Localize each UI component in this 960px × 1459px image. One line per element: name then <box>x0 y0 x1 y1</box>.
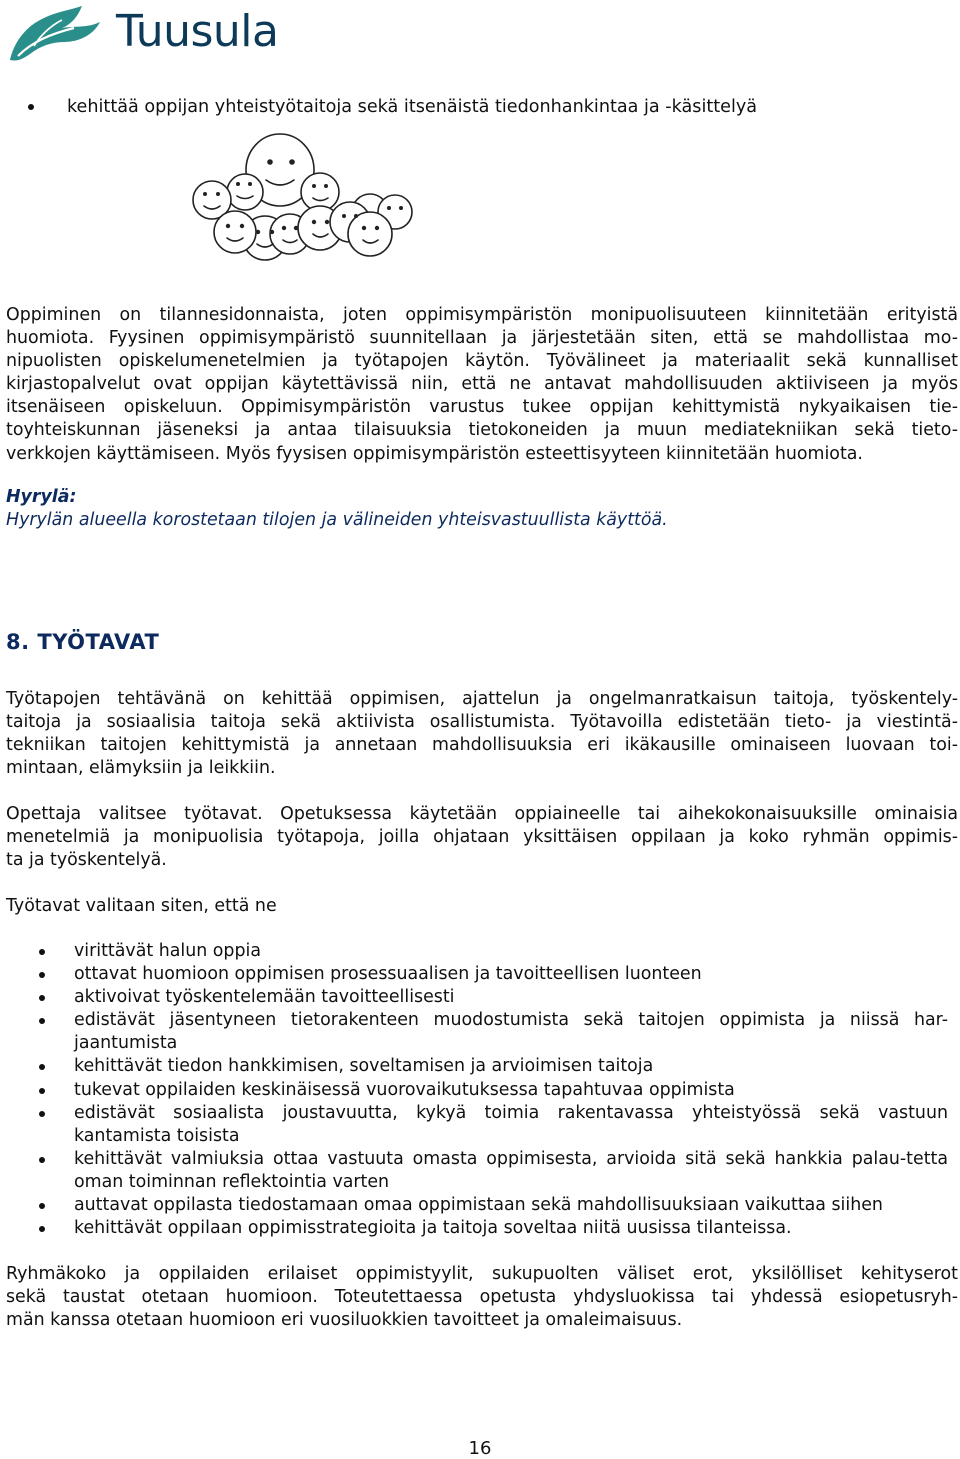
text-line: sekä taustat otetaan huomioon. Toteutettaessa opetusta yhdysluokissa tai yhdessä esiopetusryh- <box>6 1287 958 1308</box>
text-line: män kanssa otetaan huomioon eri vuosiluokkien tavoitteet ja omaleimaisuus. <box>6 1310 683 1331</box>
list-item <box>0 940 960 963</box>
paragraph-work-methods-purpose <box>6 688 958 780</box>
list-item <box>0 986 960 1009</box>
text-line: taitoja ja sosiaalisia taitoja sekä aktiivista osallistumista. Työtavoilla edistetään tieto- ja viestintä- <box>6 712 958 733</box>
text-line: mintaan, elämyksiin ja leikkiin. <box>6 758 276 779</box>
paragraph-group-size <box>6 1263 958 1332</box>
list-item-text: auttavat oppilasta tiedostamaan omaa oppimistaan sekä mahdollisuuksiaan vaikuttaa siihen <box>74 1195 883 1216</box>
list-item-text: ottavat huomioon oppimisen prosessuaalisen ja tavoitteellisen luonteen <box>74 964 702 985</box>
list-item <box>0 1079 960 1102</box>
work-methods-list <box>0 940 960 1240</box>
text-line: Opettaja valitsee työtavat. Opetuksessa käytetään oppiaineelle tai aihekokonaisuuksille ominaisia <box>6 804 958 824</box>
list-item <box>0 1217 960 1240</box>
list-item <box>0 1009 960 1055</box>
list-item <box>0 1055 960 1078</box>
text-line: toyhteiskunnan jäseneksi ja antaa tilaisuuksia tietokoneiden ja muun mediatekniikan sekä tieto- <box>6 420 958 441</box>
text-line: verkkojen käyttämiseen. Myös fyysisen oppimisympäristön esteettisyyteen kiinnitetään huomiota. <box>6 443 863 464</box>
text-line: itsenäiseen opiskeluun. Oppimisympäristön varustus tukee oppijan kehittymistä nykyaikaisen tie- <box>6 397 958 418</box>
text-line: tekniikan taitojen kehittymistä ja annetaan mahdollisuuksia eri ikäkausille ominaiseen luovaan toi- <box>6 735 958 756</box>
page-number: 16 <box>468 1438 492 1459</box>
text-line: kirjastopalvelut ovat oppijan käytettävissä niin, että ne antavat mahdollisuuden aktiiviseen ja myös <box>6 374 958 395</box>
section-heading: 8. TYÖTAVAT <box>6 630 160 654</box>
list-item-text: tukevat oppilaiden keskinäisessä vuorovaikutuksessa tapahtuvaa oppimista <box>74 1079 735 1100</box>
list-item-text: virittävät halun oppia <box>74 941 261 961</box>
list-item <box>0 1148 960 1194</box>
list-item-text: edistävät sosiaalista joustavuutta, kykyä toimia rakentavassa yhteistyössä sekä vastuun kantamista toisista <box>74 1102 948 1146</box>
text-line: Työtapojen tehtävänä on kehittää oppimisen, ajattelun ja ongelmanratkaisun taitoja, työskentely- <box>6 689 958 709</box>
paragraph-learning-environment <box>6 304 958 466</box>
hyryla-heading: Hyrylä: <box>6 487 77 507</box>
list-item <box>0 1194 960 1217</box>
list-item-text: kehittävät oppilaan oppimisstrategioita ja taitoja soveltaa niitä uusissa tilanteissa. <box>74 1218 792 1239</box>
list-item-text: kehittävät valmiuksia ottaa vastuuta omasta oppimisesta, arvioida sitä sekä hankkia palau-tetta oman toiminnan reflektointia varten <box>74 1148 948 1192</box>
text-line: nipuolisten opiskelumenetelmien ja työtapojen käytön. Työvälineet ja materiaalit sekä kunnalliset <box>6 351 958 372</box>
text-line: Oppiminen on tilannesidonnaista, joten oppimisympäristön monipuolisuuteen kiinnitetään erityistä <box>6 305 958 325</box>
leaf-logo-icon <box>4 2 116 64</box>
tuusula-logo <box>4 2 294 64</box>
list-item-text: edistävät jäsentyneen tietorakenteen muodostumista sekä taitojen oppimista ja niissä har-jaantumista <box>74 1010 948 1054</box>
list-item-text: kehittävät tiedon hankkimisen, soveltamisen ja arvioimisen taitoja <box>74 1056 654 1077</box>
intro-bullet-text: kehittää oppijan yhteistyötaitoja sekä itsenäistä tiedonhankintaa ja -käsittelyä <box>67 97 758 117</box>
text-line: ta ja työskentelyä. <box>6 850 167 871</box>
logo-text: Tuusula <box>116 6 279 57</box>
smiley-faces-illustration <box>190 128 420 268</box>
text-line: menetelmiä ja monipuolisia työtapoja, joilla ohjataan yksittäisen oppilaan ja koko ryhmän oppimis- <box>6 827 958 848</box>
list-item <box>0 1102 960 1148</box>
list-item <box>0 963 960 986</box>
list-item-text: aktivoivat työskentelemään tavoitteellisesti <box>74 987 455 1008</box>
bullet-dot-icon <box>28 104 34 110</box>
text-line: Ryhmäkoko ja oppilaiden erilaiset oppimistyylit, sukupuolten väliset erot, yksilölliset kehityserot <box>6 1264 958 1284</box>
text-line: Työtavat valitaan siten, että ne <box>6 896 277 916</box>
hyryla-text: Hyrylän alueella korostetaan tilojen ja välineiden yhteisvastuullista käyttöä. <box>6 510 668 530</box>
text-line: huomiota. Fyysinen oppimisympäristö suunnitellaan ja järjestetään siten, että se mahdollistaa mo- <box>6 328 958 349</box>
paragraph-list-intro <box>6 895 958 918</box>
paragraph-teacher-chooses <box>6 803 958 872</box>
